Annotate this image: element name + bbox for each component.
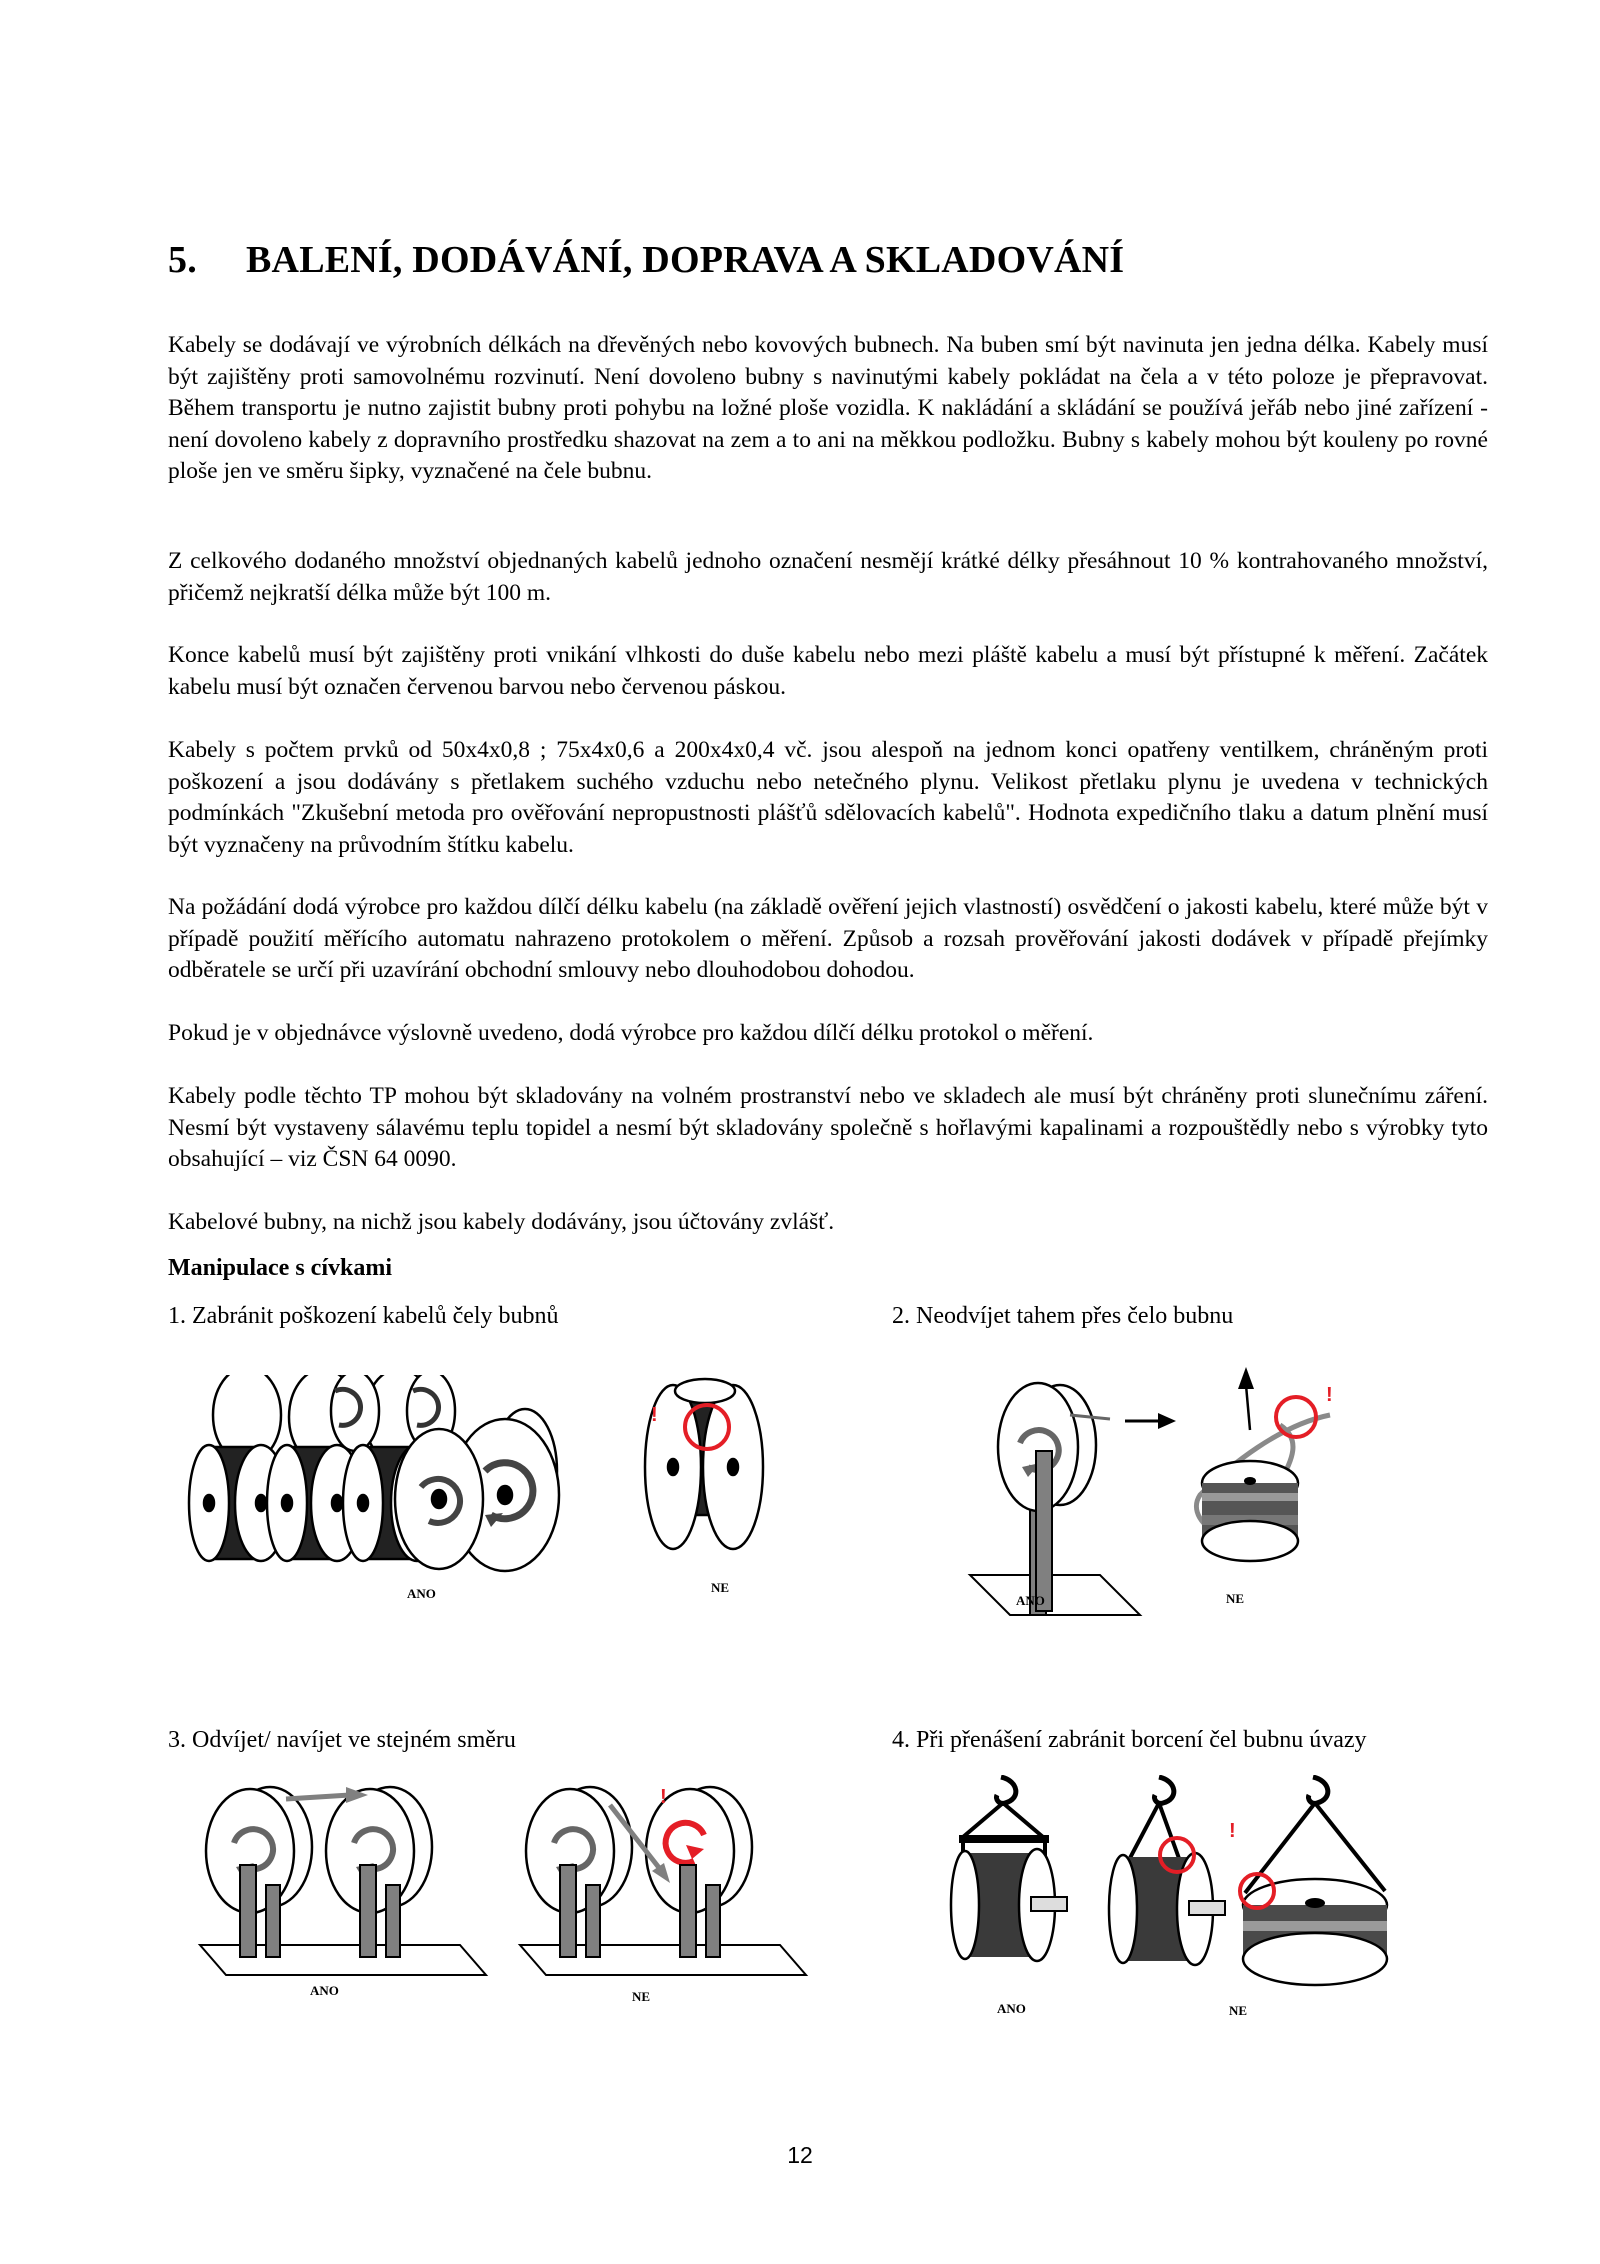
section-title: BALENÍ, DODÁVÁNÍ, DOPRAVA A SKLADOVÁNÍ [246,239,1125,281]
figure-2-caption: 2. Neodvíjet tahem přes čelo bubnu [892,1303,1234,1329]
figure-1-ok-label: ANO [407,1586,436,1601]
figure-3-caption: 3. Odvíjet/ navíjet ve stejném směru [168,1727,516,1753]
paragraph-protocol: Pokud je v objednávce výslovně uvedeno, dodá výrobce pro každou dílčí délku protokol o měření. [168,1020,1094,1046]
figure-3-warning-mark: ! [660,1786,667,1808]
figure-3-winding-direction [190,1785,810,2015]
paragraph-cable-ends: Konce kabelů musí být zajištěny proti vnikání vlhkosti do duše kabelu nebo mezi pláště kabelu a musí být přístupné k měření. Začátek kabelu musí být označen červenou barvou nebo červenou páskou. [168,642,1488,700]
figure-1-bad-label: NE [711,1580,730,1595]
figure-1-warning-mark: ! [651,1404,658,1426]
figure-2-warning-mark: ! [1326,1384,1333,1406]
figure-3-ok-label: ANO [310,1983,339,1998]
figure-4-warning-mark: ! [1229,1820,1236,1842]
figure-4-caption: 4. Při přenášení zabránit borcení čel bubnu úvazy [892,1727,1367,1753]
page-number: 12 [787,2142,813,2168]
paragraph-short-lengths: Z celkového dodaného množství objednaných kabelů jednoho označení nesmějí krátké délky přesáhnout 10 % kontrahovaného množství, přičemž nejkratší délka může být 100 m. [168,548,1488,606]
figure-2-ok-label: ANO [1016,1593,1045,1608]
paragraph-certificate: Na požádání dodá výrobce pro každou dílčí délku kabelu (na základě ověření jejich vlastností) osvědčení o jakosti kabelu, které může být v případě použití měřícího automatu nahrazeno protokolem o měření. Způsob a rozsah prověřování jakosti dodávek v případě přejímky odběratele se určí při uzavírání obchodní smlouvy nebo dlouhodobou dohodou. [168,894,1488,983]
figure-4-lifting [945,1775,1415,2025]
paragraph-pressure: Kabely s počtem prvků od 50x4x0,8 ; 75x4x0,6 a 200x4x0,4 vč. jsou alespoň na jednom konci opatřeny ventilkem, chráněným proti poškození a jsou dodávány s přetlakem suchého vzduchu nebo netečného plynu. Velikost přetlaku plynu je uvedena v technických podmínkách "Zkušební metoda pro ověřování nepropustnosti plášťů sdělovacích kabelů". Hodnota expedičního tlaku a datum plnění musí být vyznačeny na průvodním štítku kabelu. [168,737,1488,858]
section-number: 5. [168,239,197,281]
figure-1-drum-stacking [185,1375,785,1615]
handling-subheading: Manipulace s cívkami [168,1255,393,1281]
paragraph-drums-billing: Kabelové bubny, na nichž jsou kabely dodávány, jsou účtovány zvlášť. [168,1209,835,1235]
figure-3-bad-label: NE [632,1989,651,2004]
figure-4-bad-label: NE [1229,2003,1248,2018]
figure-2-bad-label: NE [1226,1591,1245,1606]
section-heading [168,238,1124,282]
figure-2-unwinding [950,1355,1370,1625]
paragraph-storage: Kabely podle těchto TP mohou být skladovány na volném prostranství nebo ve skladech ale musí být chráněny proti slunečnímu záření. Nesmí být vystaveny sálavému teplu topidel a nesmí být skladovány společně s hořlavými kapalinami a rozpouštědly nebo s výrobky tyto obsahující – viz ČSN 64 0090. [168,1083,1488,1172]
figure-4-ok-label: ANO [997,2001,1026,2016]
paragraph-transport: Kabely se dodávají ve výrobních délkách na dřevěných nebo kovových bubnech. Na buben smí být navinuta jen jedna délka. Kabely musí být zajištěny proti samovolnému rozvinutí. Není dovoleno bubny s navinutými kabely pokládat na čela a v této poloze je přepravovat. Během transportu je nutno zajistit bubny proti pohybu na ložné ploše vozidla. K nakládání a skládání se používá jeřáb nebo jiné zařízení - není dovoleno kabely z dopravního prostředku shazovat na zem a to ani na měkkou podložku. Bubny s kabely mohou být kouleny po rovné ploše jen ve směru šipky, vyznačené na čele bubnu. [168,332,1488,484]
figure-1-caption: 1. Zabránit poškození kabelů čely bubnů [168,1303,559,1329]
